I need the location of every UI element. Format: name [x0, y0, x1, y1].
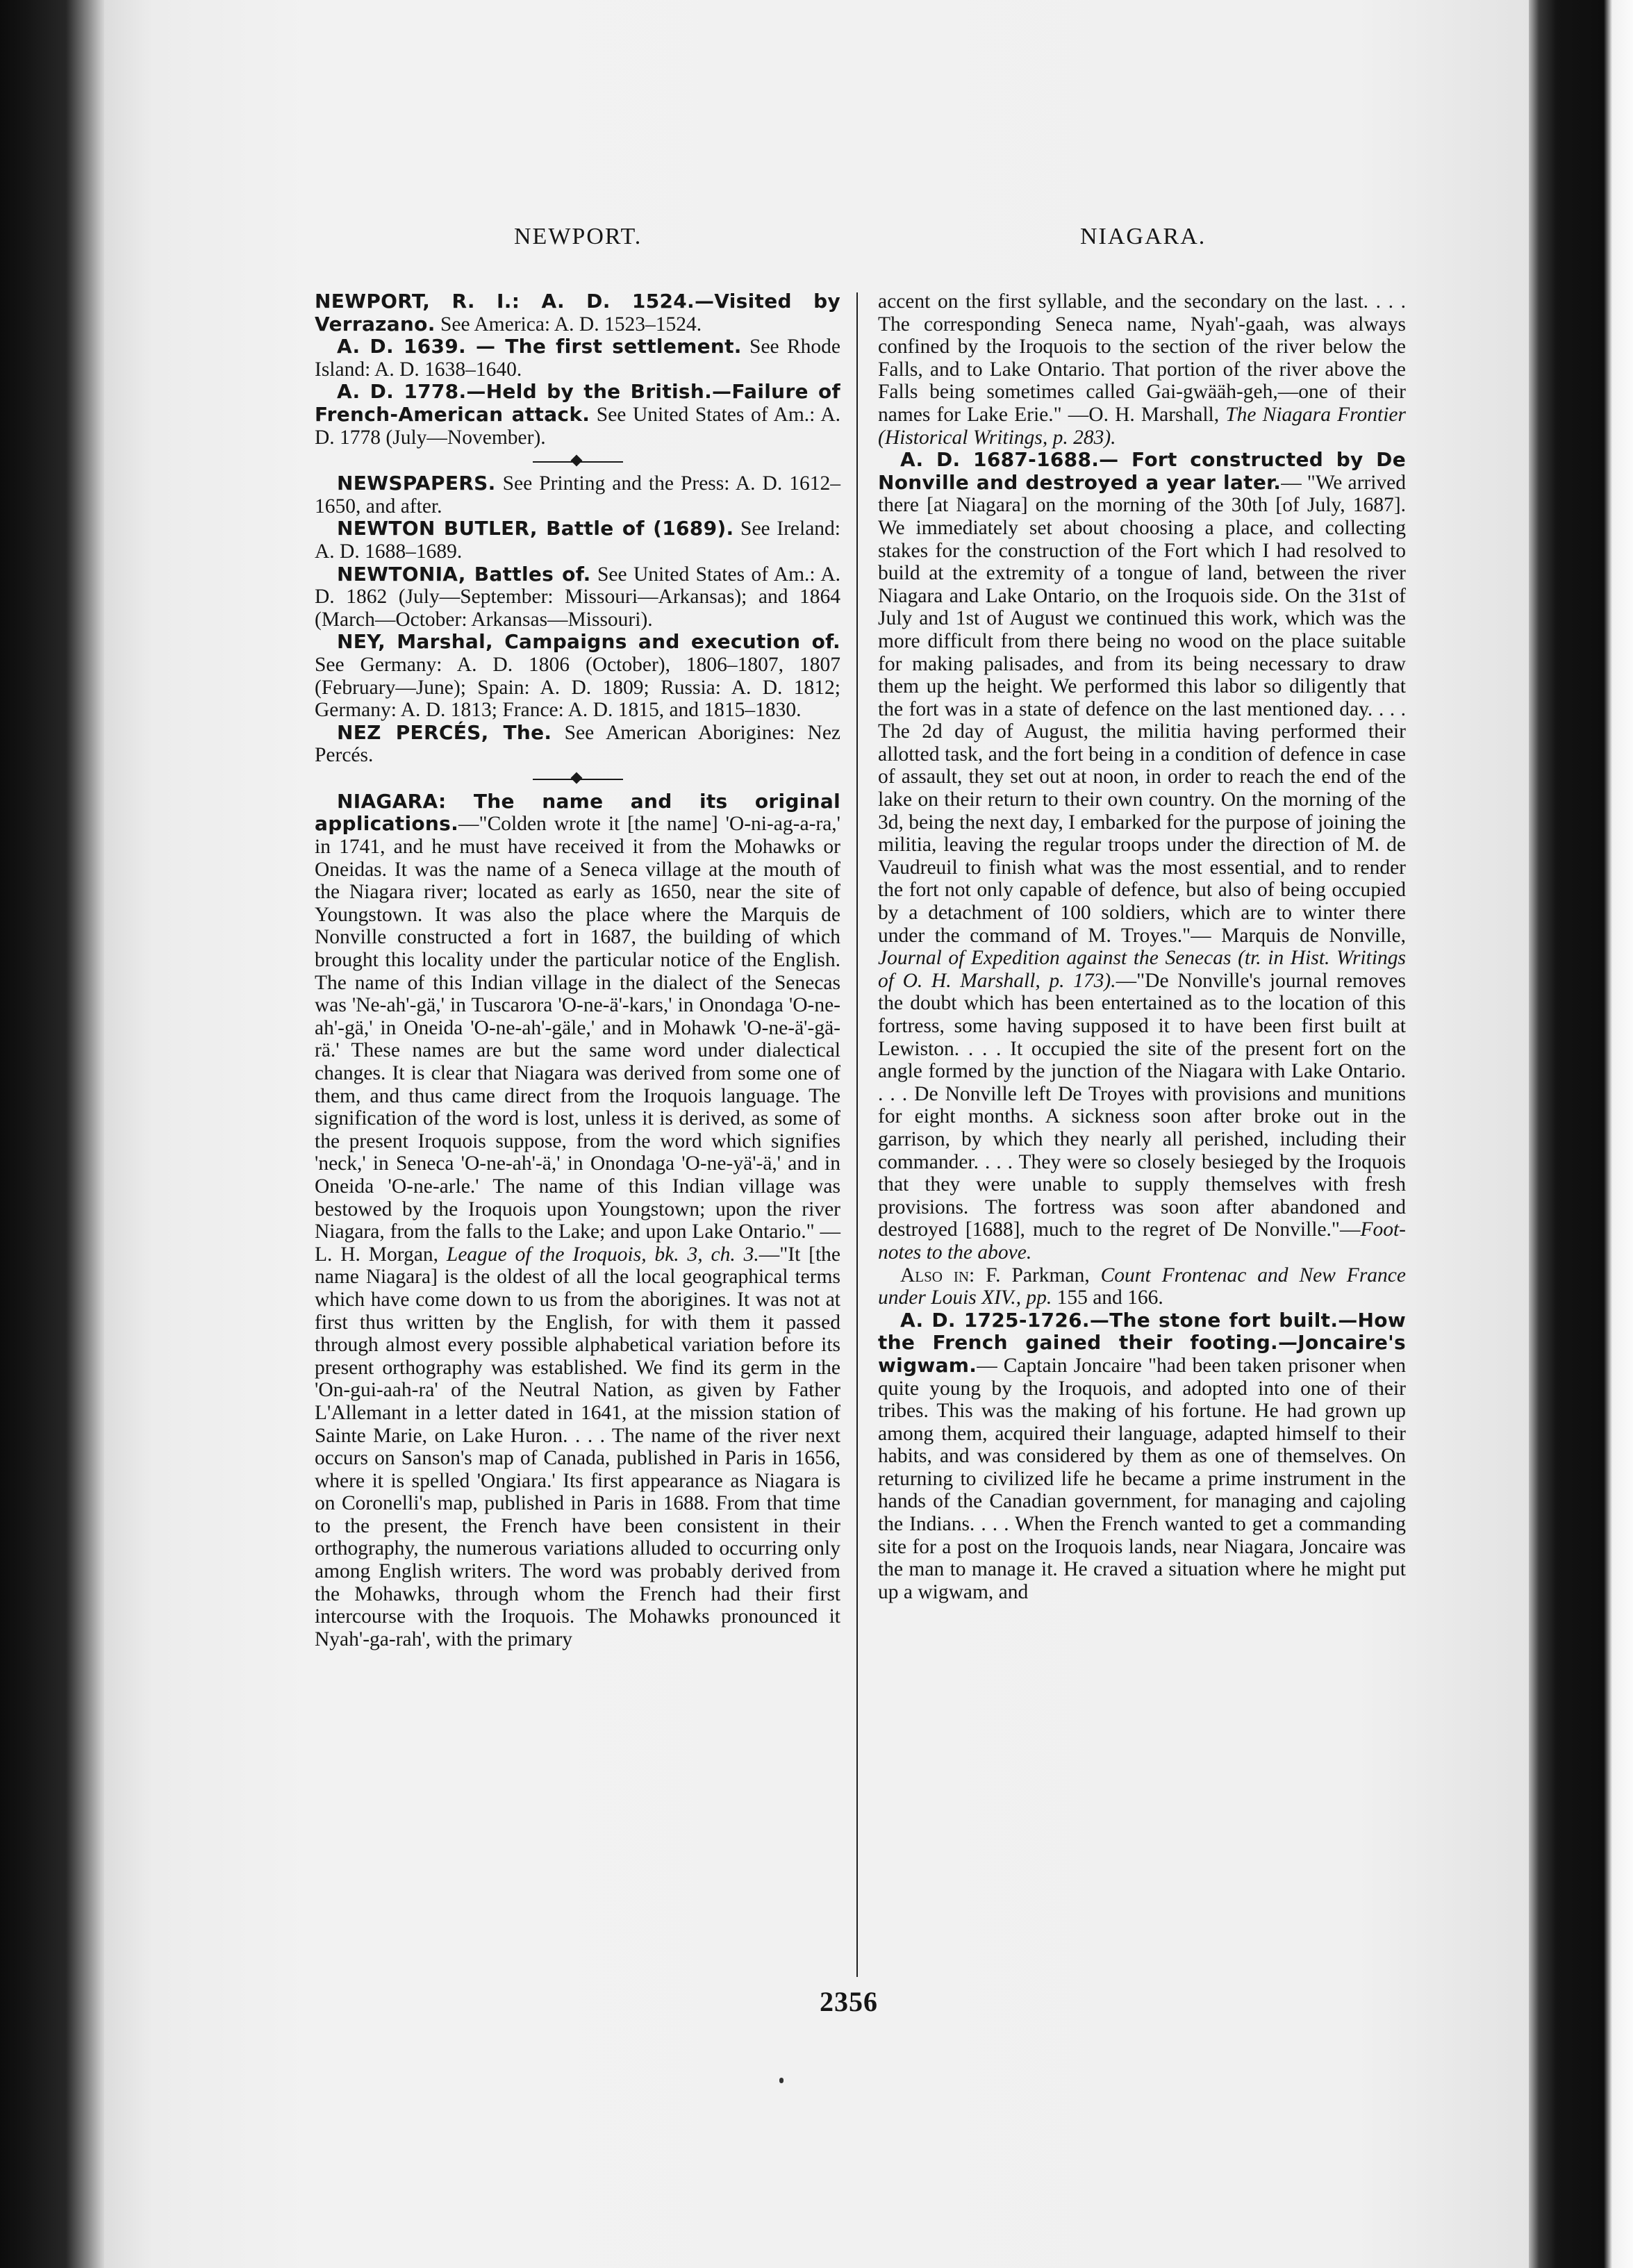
citation: Count Frontenac and New France under Louis XIV., pp. — [878, 1264, 1406, 1309]
entry-heading: A. D. 1687-1688.— Fort constructed by De Nonville and destroyed a year later. — [878, 448, 1406, 494]
entry-text: See America: A. D. 1523–1524. — [435, 313, 702, 336]
entry-text: See Rhode Island: A. D. 1638–1640. — [315, 336, 840, 381]
entry-newport-1639 — [315, 336, 840, 381]
entry-niagara-name — [315, 791, 840, 1651]
entry-heading: NEWSPAPERS. — [337, 472, 496, 495]
citation: Foot-notes to the above. — [878, 1218, 1406, 1264]
entry-heading: NEWTON BUTLER, Battle of (1689). — [337, 517, 734, 540]
entry-heading: NIAGARA: The name and its original applications. — [315, 789, 840, 836]
entry-text: —"Colden wrote it [the name] 'O-ni-ag-a-ra,' in 1741, and he must have received it from the Mohawks or Oneidas. It was the name of a Seneca village at the mouth of the Niagara river; located as early as 1650, near the site of Youngstown. It was also the place where the Marquis de Nonville constructed a fort in 1687, the building of which brought this locality under the particular notice of the English. The name of this Indian village in the dialect of the Senecas was 'Ne-ah'-gä,' in Tuscarora 'O-ne-ä'-kars,' in Onondaga 'O-ne-ah'-gä,' in Oneida 'O-ne-ah'-gäle,' and in Mohawk 'O-ne-ä'-gä-rä.' These names are but the same word under dialectical changes. It is clear that Niagara was derived from some one of them, and thus came direct from the Iroquois language. The signification of the word is lost, unless it is derived, as some of the present Iroquois suppose, from the word which signifies 'neck,' in Seneca 'O-ne-ah'-ä,' in Onondaga 'O-ne-yä'-ä,' and in Oneida 'O-ne-arle.' The name of this Indian village was bestowed by the Iroquois upon Youngstown; upon the river Niagara, from the falls to the Lake; and upon Lake Ontario." —L. H. Morgan, — [315, 813, 840, 1266]
entry-newport-1778 — [315, 381, 840, 449]
entry-newton-butler — [315, 518, 840, 563]
section-divider-ornament — [315, 768, 840, 789]
entry-text-continued: —"De Nonville's journal removes the doubt which has been entertained as to the location of this fortress, some having supposed it to have been first built at Lewiston. . . . It occupied the site of the present fort on the angle formed by the junction of the Niagara with Lake Ontario. . . . De Nonville left De Troyes with provisions and munitions for eight months. A sickness soon after broke out in the garrison, by which they nearly all perished, including their commander. . . . They were so closely besieged by the Iroquois that they were unable to supply themselves with fresh provisions. The fortress was soon after abandoned and destroyed [1688], much to the regret of De Nonville."— — [878, 969, 1407, 1241]
also-in-reference — [878, 1264, 1406, 1309]
also-in-label: Also in: — [900, 1264, 975, 1286]
entry-heading: NEY, Marshal, Campaigns and execution of. — [337, 630, 840, 654]
citation: Journal of Expedition against the Senecas (tr. in Hist. Writings of O. H. Marshall, p. 173). — [878, 947, 1406, 992]
entry-ney — [315, 631, 840, 721]
scan-left-edge — [0, 0, 104, 2268]
entry-text: See Ireland: A. D. 1688–1689. — [315, 518, 840, 563]
entry-heading: A. D. 1778.—Held by the British.—Failure of French-American attack. — [315, 380, 840, 426]
entry-newspapers — [315, 472, 840, 518]
entry-niagara-1725 — [878, 1309, 1406, 1604]
scan-speck — [779, 2078, 784, 2083]
entry-heading: NEWTONIA, Battles of. — [337, 562, 591, 586]
left-column — [315, 290, 840, 1650]
entry-nez-perces — [315, 722, 840, 767]
also-in-pages: 155 and 166. — [1052, 1286, 1163, 1309]
entry-text: accent on the first syllable, and the secondary on the last. . . . The corresponding Seneca name, Nyah'-gaah, was always confined by the Iroquois to the section of the river below the Falls, and to Lake Ontario. That portion of the river above the Falls being sometimes called Gai-gwääh-geh,—one of their names for Lake Erie." —O. H. Marshall, — [878, 290, 1406, 426]
entry-text: See United States of Am.: A. D. 1778 (July—November). — [315, 403, 840, 449]
entry-heading: NEWPORT, R. I.: A. D. 1524.—Visited by Verrazano. — [315, 290, 840, 336]
page-number: 2356 — [820, 1986, 878, 2017]
entry-text: — "We arrived there [at Niagara] on the morning of the 30th [of July, 1687]. We immediately set about choosing a place, and collecting stakes for the construction of the Fort which I had resolved to build at the extremity of a tongue of land, between the river Niagara and Lake Ontario, on the Iroquois side. On the 31st of July and 1st of August we continued this work, which was the more difficult from there being no wood on the place suitable for making palisades, and from its being necessary to draw them up the height. We performed this labor so diligently that the fort was in a state of defence on the last mentioned day. . . . The 2d day of August, the militia having performed their allotted task, and the fort being in a condition of defence in case of assault, they set out at noon, in order to reach the end of the lake on their return to their own country. On the morning of the 3d, being the next day, I embarked for the purpose of joining the militia, leaving the regular troops under the direction of M. de Vaudreuil to finish what was the most essential, and to render the fort not only capable of defence, but also of being occupied by a detachment of 100 soldiers, which are to winter there under the command of M. Troyes."— Marquis de Nonville, — [878, 471, 1407, 947]
entry-text: See United States of Am.: A. D. 1862 (July—September: Missouri—Arkansas); and 1864 (March—October: Arkansas—Missouri). — [315, 563, 841, 631]
entry-newport-1524 — [315, 290, 840, 336]
also-in-author: F. Parkman, — [975, 1264, 1101, 1286]
running-head-left: NEWPORT. — [514, 224, 643, 249]
section-divider-ornament — [315, 450, 840, 471]
right-column — [878, 290, 1406, 1603]
continued-text — [878, 290, 1406, 449]
scan-right-edge — [1529, 0, 1633, 2268]
citation: League of the Iroquois, bk. 3, ch. 3. — [446, 1243, 759, 1266]
entry-text: See American Aborigines: Nez Percés. — [315, 721, 841, 767]
entry-text: — Captain Joncaire "had been taken prisoner when quite young by the Iroquois, and adopted into one of their tribes. This was the making of his fortune. He had grown up among them, acquired their language, adapted himself to their habits, and was considered by them as one of themselves. On returning to civilized life he became a prime instrument in the hands of the Canadian government, for managing and cajoling the Indians. . . . When the French wanted to get a commanding site for a post on the Iroquois lands, near Niagara, Joncaire was the man to manage it. He craved a situation where he might put up a wigwam, and — [878, 1354, 1406, 1603]
column-divider — [856, 292, 858, 1977]
entry-newtonia — [315, 563, 840, 631]
running-head-right: NIAGARA. — [1080, 224, 1207, 249]
entry-heading: NEZ PERCÉS, The. — [337, 720, 552, 744]
entry-heading: A. D. 1639. — The first settlement. — [337, 335, 742, 358]
citation: The Niagara Frontier (Historical Writings, p. 283). — [878, 403, 1406, 449]
entry-text: See Germany: A. D. 1806 (October), 1806–1807, 1807 (February—June); Spain: A. D. 1809; Russia: A. D. 1812; Germany: A. D. 1813; France: A. D. 1815, and 1815–1830. — [315, 653, 840, 722]
entry-niagara-1687 — [878, 449, 1406, 1264]
entry-text: See Printing and the Press: A. D. 1612–1650, and after. — [315, 472, 840, 518]
entry-heading: A. D. 1725-1726.—The stone fort built.—How the French gained their footing.—Joncaire's wigwam. — [878, 1308, 1406, 1377]
entry-text-continued: —"It [the name Niagara] is the oldest of all the local geographical terms which have come down to us from the aborigines. It was not at first thus written by the English, for with them it passed through almost every possible alphabetical variation before its present orthography was established. We find its germ in the 'On-gui-aah-ra' of the Neutral Nation, as given by Father L'Allemant in a letter dated in 1641, at the mission station of Sainte Marie, on Lake Huron. . . . The name of the river next occurs on Sanson's map of Canada, published in Paris in 1656, where it is spelled 'Ongiara.' Its first appearance as Niagara is on Coronelli's map, published in Paris in 1688. From that time to the present, the French have been consistent in their orthography, the numerous variations alluded to occurring only among English writers. The word was probably derived from the Mohawks, through whom the French had their first intercourse with the Iroquois. The Mohawks pronounced it Nyah'-ga-rah', with the primary — [315, 1243, 840, 1650]
